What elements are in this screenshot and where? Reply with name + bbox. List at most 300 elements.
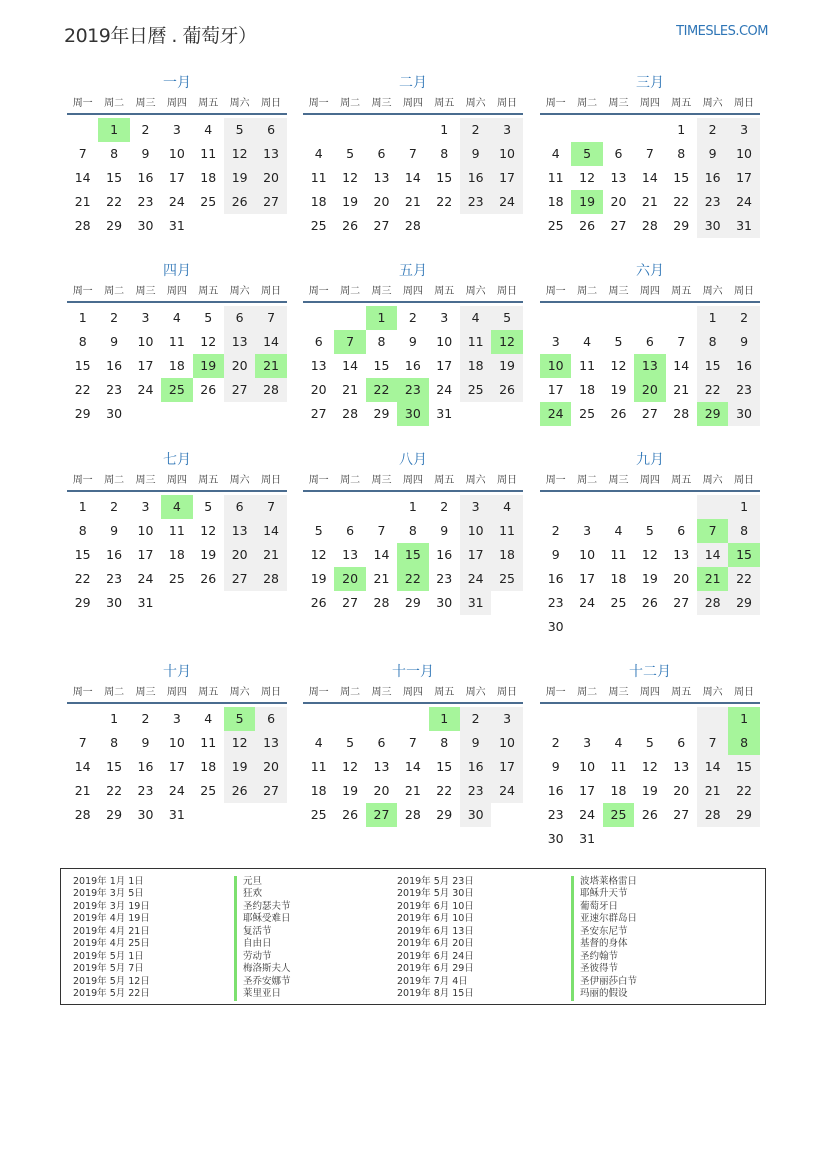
day-cell: 14 (255, 519, 286, 543)
holiday-name: 波塔莱格雷日 (571, 876, 637, 888)
day-cell: 7 (78, 735, 87, 750)
day-cell: 18 (168, 358, 185, 373)
day-cell: 12 (641, 759, 658, 774)
day-cell: 3 (551, 334, 560, 349)
day-cell: 25 (547, 218, 564, 233)
day-grid (303, 306, 523, 426)
weekday-label: 周六 (465, 286, 486, 297)
month-name: 五月 (399, 263, 427, 279)
day-cell: 14 (373, 547, 390, 562)
day-cell: 7 (408, 735, 417, 750)
day-grid (540, 306, 760, 426)
day-cell: 9 (110, 334, 119, 349)
day-cell: 28 (697, 591, 728, 615)
day-cell: 7 (78, 146, 87, 161)
day-cell: 25 (491, 567, 522, 591)
day-cell: 12 (200, 523, 217, 538)
day-cell: 26 (641, 595, 658, 610)
weekday-header (303, 282, 523, 303)
weekday-header (303, 471, 523, 492)
day-cell: 8 (377, 334, 386, 349)
day-cell: 8 (697, 330, 728, 354)
day-cell: 24 (728, 190, 759, 214)
holiday-day-cell: 1 (429, 707, 460, 731)
day-cell: 8 (110, 735, 119, 750)
day-cell: 5 (614, 334, 623, 349)
weekday-label: 周二 (104, 286, 125, 297)
holiday-names-col-1 (234, 876, 291, 1001)
day-cell: 19 (224, 755, 255, 779)
day-cell: 19 (342, 194, 359, 209)
day-cell: 15 (74, 547, 91, 562)
weekday-label: 周四 (639, 286, 660, 297)
weekday-label: 周六 (702, 98, 723, 109)
holiday-date: 2019年 6月 13日 (397, 925, 474, 937)
day-cell: 21 (404, 194, 421, 209)
weekday-label: 周日 (261, 687, 282, 698)
day-cell: 9 (141, 735, 150, 750)
weekday-header (540, 94, 760, 115)
holiday-name: 葡萄牙日 (571, 901, 637, 913)
day-cell: 27 (310, 406, 327, 421)
holiday-name: 元旦 (234, 876, 291, 888)
day-cell: 19 (200, 547, 217, 562)
day-cell: 20 (610, 194, 627, 209)
day-cell: 19 (610, 382, 627, 397)
day-cell: 28 (373, 595, 390, 610)
day-cell: 6 (645, 334, 654, 349)
day-cell: 8 (78, 523, 87, 538)
day-cell: 21 (255, 543, 286, 567)
month-name: 十月 (163, 664, 191, 680)
empty-cell (397, 707, 428, 731)
day-cell: 7 (645, 146, 654, 161)
day-cell: 10 (168, 146, 185, 161)
day-cell: 14 (697, 543, 728, 567)
weekday-label: 周三 (608, 98, 629, 109)
month-name: 四月 (163, 263, 191, 279)
empty-cell (634, 118, 665, 142)
weekday-label: 周六 (465, 475, 486, 486)
day-cell: 4 (460, 306, 491, 330)
day-cell: 1 (408, 499, 417, 514)
weekday-label: 周四 (402, 687, 423, 698)
day-cell: 23 (137, 783, 154, 798)
day-cell: 22 (673, 194, 690, 209)
day-cell: 18 (579, 382, 596, 397)
day-cell: 20 (373, 783, 390, 798)
weekday-label: 周六 (229, 286, 250, 297)
day-cell: 8 (728, 519, 759, 543)
day-cell: 12 (342, 170, 359, 185)
weekday-label: 周二 (104, 98, 125, 109)
day-cell: 19 (342, 783, 359, 798)
day-cell: 7 (377, 523, 386, 538)
weekday-label: 周一 (308, 98, 329, 109)
day-cell: 13 (373, 170, 390, 185)
day-cell: 24 (137, 382, 154, 397)
day-cell: 17 (547, 382, 564, 397)
month-name: 二月 (399, 75, 427, 91)
day-cell: 17 (436, 358, 453, 373)
day-cell: 20 (673, 783, 690, 798)
empty-cell (67, 707, 98, 731)
day-cell: 9 (551, 759, 560, 774)
day-cell: 16 (547, 783, 564, 798)
day-cell: 11 (460, 330, 491, 354)
holiday-name: 圣安东尼节 (571, 926, 637, 938)
day-cell: 4 (583, 334, 592, 349)
site-name[interactable]: TIMESLES.COM (676, 24, 768, 39)
day-cell: 27 (673, 807, 690, 822)
day-cell: 5 (346, 146, 355, 161)
weekday-header (67, 471, 287, 492)
day-cell: 30 (106, 595, 123, 610)
day-cell: 8 (408, 523, 417, 538)
day-cell: 24 (491, 190, 522, 214)
day-cell: 18 (168, 547, 185, 562)
day-cell: 27 (255, 779, 286, 803)
day-cell: 12 (310, 547, 327, 562)
holiday-day-cell: 20 (634, 378, 665, 402)
day-cell: 14 (404, 759, 421, 774)
day-cell: 11 (579, 358, 596, 373)
weekday-label: 周日 (734, 475, 755, 486)
day-cell: 4 (314, 146, 323, 161)
day-cell: 20 (310, 382, 327, 397)
day-cell: 29 (404, 595, 421, 610)
day-cell: 29 (673, 218, 690, 233)
weekday-label: 周二 (577, 687, 598, 698)
day-cell: 21 (373, 571, 390, 586)
day-cell: 20 (255, 755, 286, 779)
weekday-label: 周二 (577, 286, 598, 297)
day-cell: 13 (673, 759, 690, 774)
holiday-date: 2019年 6月 10日 (397, 913, 474, 925)
holiday-day-cell: 25 (161, 378, 192, 402)
day-cell: 19 (641, 783, 658, 798)
month-name: 九月 (636, 452, 664, 468)
day-cell: 25 (200, 783, 217, 798)
day-cell: 12 (224, 142, 255, 166)
day-cell: 14 (255, 330, 286, 354)
weekday-label: 周日 (261, 98, 282, 109)
day-cell: 5 (314, 523, 323, 538)
weekday-label: 周日 (497, 475, 518, 486)
weekday-header (67, 282, 287, 303)
day-grid (540, 118, 760, 238)
day-cell: 9 (697, 142, 728, 166)
day-cell: 7 (255, 495, 286, 519)
weekday-label: 周三 (608, 687, 629, 698)
day-cell: 22 (728, 779, 759, 803)
month-name: 八月 (399, 452, 427, 468)
day-grid (67, 495, 287, 615)
empty-cell (666, 306, 697, 330)
day-cell: 26 (610, 406, 627, 421)
day-cell: 28 (673, 406, 690, 421)
day-cell: 13 (373, 759, 390, 774)
day-cell: 26 (641, 807, 658, 822)
day-grid (67, 118, 287, 238)
holiday-date: 2019年 5月 22日 (73, 988, 150, 1000)
weekday-label: 周二 (104, 687, 125, 698)
day-cell: 14 (697, 755, 728, 779)
holiday-date: 2019年 7月 4日 (397, 975, 468, 987)
day-cell: 17 (168, 759, 185, 774)
day-cell: 16 (728, 354, 759, 378)
weekday-label: 周四 (639, 687, 660, 698)
day-cell: 29 (106, 218, 123, 233)
holiday-day-cell: 24 (540, 402, 571, 426)
month-10 (67, 661, 287, 827)
day-cell: 2 (728, 306, 759, 330)
day-cell: 25 (579, 406, 596, 421)
day-cell: 24 (168, 194, 185, 209)
day-cell: 24 (137, 571, 154, 586)
day-cell: 26 (310, 595, 327, 610)
day-cell: 9 (728, 330, 759, 354)
holiday-name: 耶稣升天节 (571, 888, 637, 900)
holiday-date: 2019年 4月 25日 (73, 938, 150, 950)
holiday-date: 2019年 6月 20日 (397, 938, 474, 950)
day-cell: 4 (204, 122, 213, 137)
day-cell: 19 (310, 571, 327, 586)
day-cell: 30 (547, 831, 564, 846)
day-cell: 20 (224, 354, 255, 378)
day-cell: 5 (204, 310, 213, 325)
day-cell: 28 (697, 803, 728, 827)
day-cell: 7 (255, 306, 286, 330)
empty-cell (540, 118, 571, 142)
month-4 (67, 260, 287, 426)
day-cell: 28 (404, 218, 421, 233)
holiday-day-cell: 15 (728, 543, 759, 567)
day-cell: 14 (673, 358, 690, 373)
day-cell: 6 (677, 523, 686, 538)
holiday-day-cell: 20 (334, 567, 365, 591)
day-cell: 12 (342, 759, 359, 774)
day-cell: 4 (172, 310, 181, 325)
day-cell: 22 (106, 194, 123, 209)
day-cell: 30 (436, 595, 453, 610)
month-5 (303, 260, 523, 426)
day-cell: 11 (491, 519, 522, 543)
weekday-label: 周五 (198, 475, 219, 486)
day-cell: 14 (404, 170, 421, 185)
day-cell: 19 (491, 354, 522, 378)
day-cell: 10 (460, 519, 491, 543)
day-cell: 31 (137, 595, 154, 610)
holiday-day-cell: 15 (397, 543, 428, 567)
day-cell: 23 (460, 190, 491, 214)
day-cell: 31 (728, 214, 759, 238)
empty-cell (571, 707, 602, 731)
day-cell: 25 (460, 378, 491, 402)
day-cell: 20 (373, 194, 390, 209)
day-cell: 21 (74, 783, 91, 798)
holiday-date: 2019年 1月 1日 (73, 876, 144, 887)
day-cell: 27 (224, 378, 255, 402)
weekday-label: 周二 (577, 98, 598, 109)
day-cell: 10 (168, 735, 185, 750)
day-cell: 28 (342, 406, 359, 421)
day-cell: 6 (255, 707, 286, 731)
holiday-day-cell: 19 (193, 354, 224, 378)
empty-cell (303, 306, 334, 330)
day-cell: 9 (460, 142, 491, 166)
day-cell: 9 (110, 523, 119, 538)
day-cell: 31 (436, 406, 453, 421)
day-cell: 27 (342, 595, 359, 610)
day-cell: 23 (106, 571, 123, 586)
holiday-day-cell: 1 (98, 118, 129, 142)
day-cell: 10 (579, 759, 596, 774)
day-cell: 15 (436, 759, 453, 774)
day-cell: 29 (74, 595, 91, 610)
empty-cell (571, 495, 602, 519)
weekday-label: 周五 (434, 475, 455, 486)
day-cell: 11 (168, 334, 185, 349)
empty-cell (303, 495, 334, 519)
holiday-day-cell: 22 (397, 567, 428, 591)
weekday-label: 周四 (166, 286, 187, 297)
weekday-label: 周四 (166, 475, 187, 486)
day-cell: 24 (579, 807, 596, 822)
month-name: 一月 (163, 75, 191, 91)
empty-cell (666, 707, 697, 731)
weekday-label: 周三 (608, 475, 629, 486)
weekday-label: 周一 (72, 286, 93, 297)
month-2 (303, 72, 523, 238)
weekday-label: 周二 (340, 687, 361, 698)
holiday-day-cell: 22 (366, 378, 397, 402)
day-cell: 9 (440, 523, 449, 538)
day-cell: 23 (728, 378, 759, 402)
day-cell: 13 (310, 358, 327, 373)
day-cell: 22 (106, 783, 123, 798)
weekday-header (303, 94, 523, 115)
month-name: 七月 (163, 452, 191, 468)
weekday-label: 周四 (639, 98, 660, 109)
day-cell: 2 (141, 711, 150, 726)
month-6 (540, 260, 760, 426)
day-grid (540, 707, 760, 851)
holiday-name: 亚速尔群岛日 (571, 913, 637, 925)
day-cell: 23 (436, 571, 453, 586)
day-cell: 6 (224, 495, 255, 519)
day-cell: 16 (404, 358, 421, 373)
day-cell: 2 (110, 310, 119, 325)
holiday-day-cell: 12 (491, 330, 522, 354)
day-cell: 14 (342, 358, 359, 373)
weekday-label: 周日 (497, 286, 518, 297)
day-cell: 10 (491, 731, 522, 755)
holiday-date: 2019年 5月 7日 (73, 963, 144, 975)
holiday-day-cell: 5 (224, 707, 255, 731)
day-cell: 18 (547, 194, 564, 209)
day-grid (303, 707, 523, 827)
holiday-name: 耶稣受难日 (234, 913, 291, 925)
day-cell: 10 (436, 334, 453, 349)
holiday-date: 2019年 5月 12日 (73, 975, 150, 987)
empty-cell (334, 707, 365, 731)
weekday-label: 周三 (371, 286, 392, 297)
month-11 (303, 661, 523, 827)
weekday-label: 周一 (545, 475, 566, 486)
day-cell: 14 (641, 170, 658, 185)
empty-cell (603, 118, 634, 142)
empty-cell (634, 495, 665, 519)
weekday-label: 周日 (734, 286, 755, 297)
weekday-header (67, 94, 287, 115)
holiday-date: 2019年 5月 23日 (397, 876, 474, 887)
day-cell: 2 (110, 499, 119, 514)
weekday-label: 周四 (402, 475, 423, 486)
weekday-label: 周日 (734, 98, 755, 109)
holiday-day-cell: 30 (397, 402, 428, 426)
day-cell: 10 (137, 523, 154, 538)
day-cell: 6 (614, 146, 623, 161)
day-cell: 27 (255, 190, 286, 214)
holiday-date: 2019年 4月 21日 (73, 925, 150, 937)
holiday-day-cell: 21 (697, 567, 728, 591)
day-cell: 30 (137, 218, 154, 233)
weekday-label: 周四 (166, 98, 187, 109)
day-cell: 5 (645, 523, 654, 538)
day-cell: 6 (224, 306, 255, 330)
day-cell: 11 (168, 523, 185, 538)
day-cell: 3 (583, 523, 592, 538)
day-cell: 14 (74, 170, 91, 185)
empty-cell (666, 495, 697, 519)
day-cell: 10 (491, 142, 522, 166)
day-cell: 17 (491, 166, 522, 190)
day-cell: 29 (728, 803, 759, 827)
weekday-label: 周一 (545, 98, 566, 109)
day-cell: 21 (342, 382, 359, 397)
day-cell: 1 (78, 499, 87, 514)
holiday-date: 2019年 6月 29日 (397, 963, 474, 975)
day-cell: 27 (610, 218, 627, 233)
day-cell: 17 (579, 783, 596, 798)
day-cell: 16 (137, 759, 154, 774)
day-cell: 28 (641, 218, 658, 233)
day-cell: 2 (440, 499, 449, 514)
holiday-name: 复活节 (234, 926, 291, 938)
weekday-label: 周三 (608, 286, 629, 297)
weekday-label: 周五 (671, 475, 692, 486)
day-cell: 28 (404, 807, 421, 822)
day-cell: 2 (697, 118, 728, 142)
day-cell: 27 (224, 567, 255, 591)
day-cell: 7 (697, 731, 728, 755)
day-grid (540, 495, 760, 639)
empty-cell (366, 707, 397, 731)
day-cell: 12 (579, 170, 596, 185)
day-cell: 15 (436, 170, 453, 185)
empty-cell (634, 306, 665, 330)
holiday-day-cell: 23 (397, 378, 428, 402)
weekday-label: 周五 (198, 286, 219, 297)
day-cell: 25 (200, 194, 217, 209)
empty-cell (571, 118, 602, 142)
day-cell: 26 (491, 378, 522, 402)
empty-cell (334, 306, 365, 330)
day-cell: 21 (74, 194, 91, 209)
day-cell: 14 (74, 759, 91, 774)
day-cell: 30 (460, 803, 491, 827)
